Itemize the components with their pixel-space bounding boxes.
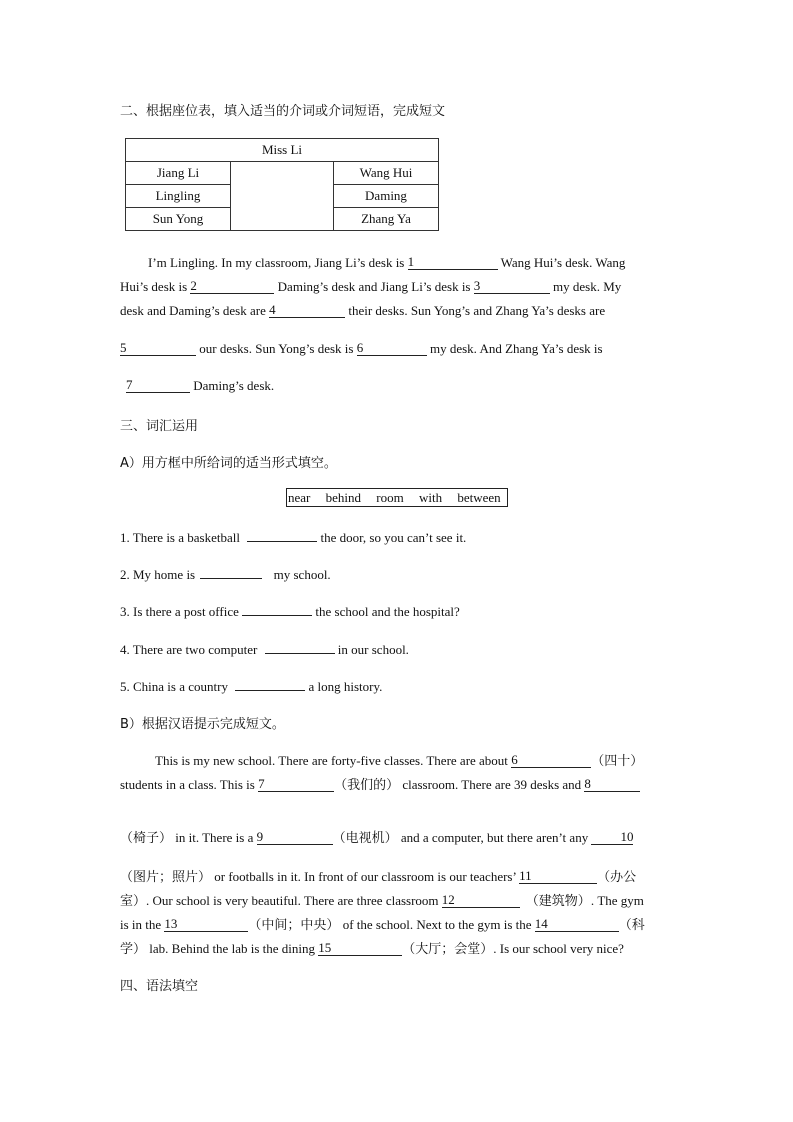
partB-line-4: （图片；照片） or footballs in it. In front of our classroom is our teachers’ 11 （办公 bbox=[120, 868, 637, 885]
passage-line-2: Hui’s desk is 2 Daming’s desk and Jiang Li’s desk is 3 my desk. My bbox=[120, 278, 622, 294]
teacher-cell: Miss Li bbox=[126, 139, 439, 162]
blank-b15[interactable]: 15 bbox=[318, 941, 402, 956]
partB-line-3: （椅子） in it. There is a 9 （电视机） and a computer, but there aren’t any 10 bbox=[120, 829, 634, 846]
blank-7[interactable]: 7 bbox=[126, 378, 190, 393]
blank-b6[interactable]: 6 bbox=[511, 753, 591, 768]
partB-line-1: This is my new school. There are forty-five classes. There are about 6 （四十） bbox=[155, 752, 644, 769]
blank-b12[interactable]: 12 bbox=[442, 893, 520, 908]
partB-line-5: 室）. Our school is very beautiful. There are three classroom 12 （建筑物）. The gym bbox=[120, 892, 644, 909]
partB-line-2: students in a class. This is 7 （我们的） classroom. There are 39 desks and 8 bbox=[120, 774, 640, 793]
aisle-cell bbox=[231, 162, 334, 231]
blank-b10[interactable]: 10 bbox=[591, 830, 633, 845]
section3-title: 三、词汇运用 bbox=[120, 419, 199, 434]
blank-1[interactable]: 1 bbox=[408, 255, 498, 270]
blank-2[interactable]: 2 bbox=[190, 279, 274, 294]
partB-line-6: is in the 13 （中间；中央） of the school. Next to the gym is the 14 （科 bbox=[120, 916, 645, 933]
question-1: 1. There is a basketball the door, so you can’t see it. bbox=[120, 527, 466, 546]
word-room: room bbox=[376, 490, 404, 505]
partA-title: A）用方框中所给词的适当形式填空。 bbox=[120, 456, 337, 471]
word-box bbox=[286, 488, 508, 507]
q2-blank[interactable] bbox=[200, 564, 262, 579]
seat-left-3: Sun Yong bbox=[126, 208, 231, 231]
q3-blank[interactable] bbox=[242, 601, 312, 616]
seating-table bbox=[125, 138, 439, 231]
blank-3[interactable]: 3 bbox=[474, 279, 550, 294]
seat-right-1: Wang Hui bbox=[334, 162, 439, 185]
word-with: with bbox=[418, 490, 443, 505]
word-behind: behind bbox=[325, 490, 362, 505]
blank-6[interactable]: 6 bbox=[357, 341, 427, 356]
blank-b14[interactable]: 14 bbox=[535, 917, 619, 932]
partB-line-7: 学） lab. Behind the lab is the dining 15 （大厅；会堂）. Is our school very nice? bbox=[120, 940, 624, 957]
q5-blank[interactable] bbox=[235, 676, 305, 691]
seat-right-2: Daming bbox=[334, 185, 439, 208]
q1-blank[interactable] bbox=[247, 527, 317, 542]
seat-left-2: Lingling bbox=[126, 185, 231, 208]
question-4: 4. There are two computer in our school. bbox=[120, 639, 409, 658]
blank-4[interactable]: 4 bbox=[269, 303, 345, 318]
blank-b7[interactable]: 7 bbox=[258, 777, 334, 792]
partB-title: B）根据汉语提示完成短文。 bbox=[120, 717, 285, 732]
blank-b9[interactable]: 9 bbox=[257, 830, 333, 845]
passage-line-4: 5 our desks. Sun Yong’s desk is 6 my desk. And Zhang Ya’s desk is bbox=[120, 340, 603, 356]
blank-b11[interactable]: 11 bbox=[519, 869, 597, 884]
q4-blank[interactable] bbox=[265, 639, 335, 654]
seat-left-1: Jiang Li bbox=[126, 162, 231, 185]
section2-title: 二、根据座位表，填入适当的介词或介词短语，完成短文 bbox=[120, 104, 446, 119]
question-2: 2. My home is my school. bbox=[120, 564, 331, 583]
section4-title: 四、语法填空 bbox=[120, 979, 199, 994]
question-5: 5. China is a country a long history. bbox=[120, 676, 382, 695]
question-3: 3. Is there a post office the school and the hospital? bbox=[120, 601, 460, 620]
passage-line-5: 7 Daming’s desk. bbox=[126, 377, 275, 393]
blank-b8[interactable]: 8 bbox=[584, 777, 640, 792]
word-between: between bbox=[457, 490, 501, 505]
passage-line-1: I’m Lingling. In my classroom, Jiang Li’s desk is 1 Wang Hui’s desk. Wang bbox=[148, 254, 626, 270]
passage-line-3: desk and Daming’s desk are 4 their desks. Sun Yong’s and Zhang Ya’s desks are bbox=[120, 302, 606, 318]
blank-5[interactable]: 5 bbox=[120, 341, 196, 356]
word-near: near bbox=[288, 490, 311, 505]
seat-right-3: Zhang Ya bbox=[334, 208, 439, 231]
blank-b13[interactable]: 13 bbox=[164, 917, 248, 932]
